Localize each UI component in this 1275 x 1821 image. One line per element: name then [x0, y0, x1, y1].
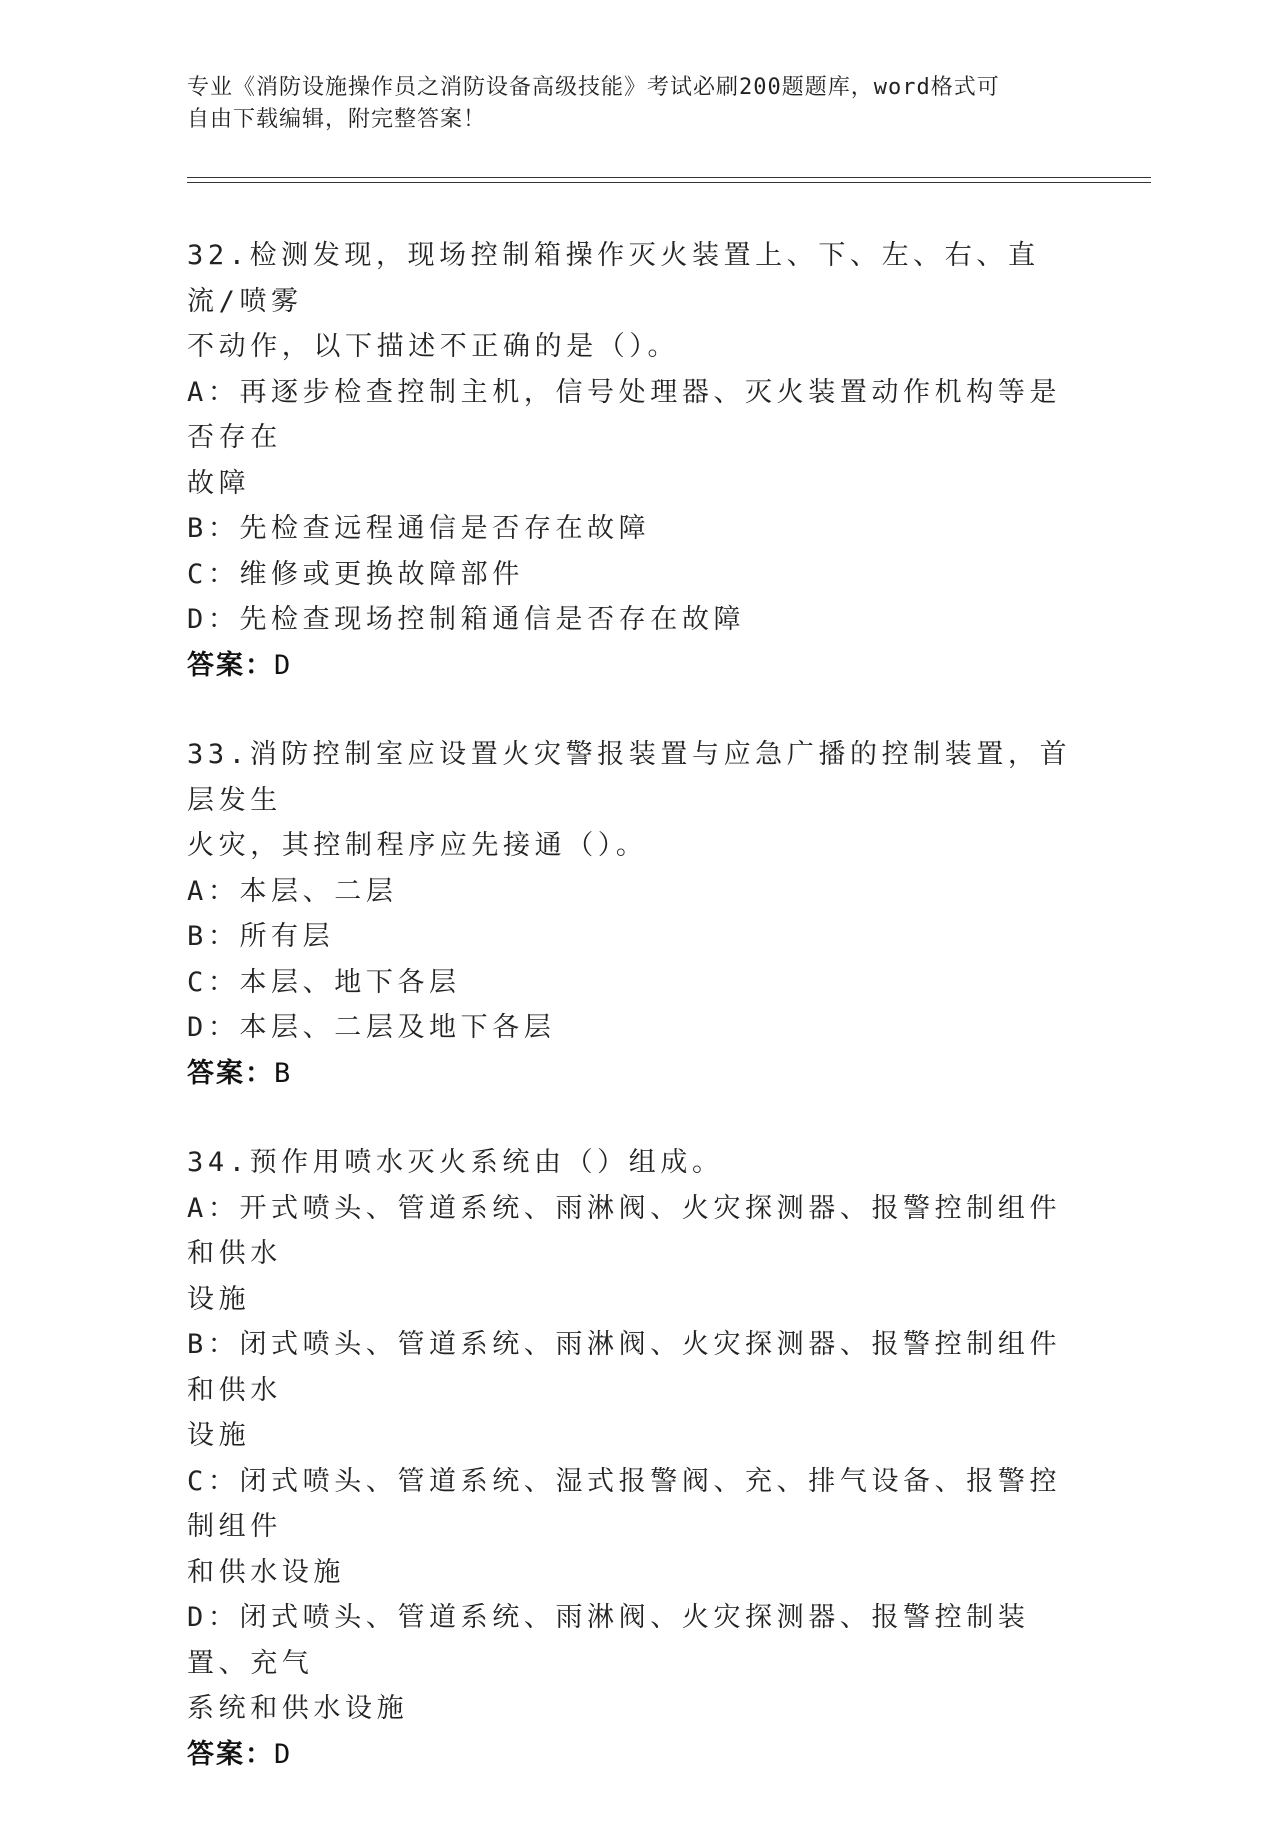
answer-value: B — [274, 1057, 292, 1089]
answer — [187, 643, 1087, 689]
question-stem-line: 不动作，以下描述不正确的是（）。 — [187, 331, 680, 362]
option-c-line: C：闭式喷头、管道系统、湿式报警阀、充、排气设备、报警控制组件 — [187, 1465, 1062, 1542]
answer-value: D — [274, 1738, 292, 1770]
question-stem-line: 火灾，其控制程序应先接通（）。 — [187, 830, 648, 861]
question-stem-line: 34.预作用喷水灭火系统由（）组成。 — [187, 1147, 724, 1178]
answer-label: 答案： — [187, 1057, 274, 1089]
option-a: A：本层、二层 — [187, 875, 398, 907]
header-line-2: 自由下载编辑，附完整答案！ — [187, 107, 487, 132]
question-stem-line: 33.消防控制室应设置火灾警报装置与应急广播的控制装置，首层发生 — [187, 739, 1072, 816]
option-b: B：先检查远程通信是否存在故障 — [187, 513, 651, 544]
answer-label: 答案： — [187, 1738, 274, 1770]
answer-value: D — [274, 649, 292, 681]
header-rule-top — [187, 177, 1151, 178]
answer — [187, 1051, 1087, 1097]
option-d-line: 系统和供水设施 — [187, 1693, 409, 1724]
question-stem-line: 32.检测发现，现场控制箱操作灭火装置上、下、左、右、直流/喷雾 — [187, 240, 1040, 317]
answer — [187, 1732, 1087, 1778]
option-b-line: B：闭式喷头、管道系统、雨淋阀、火灾探测器、报警控制组件和供水 — [187, 1329, 1062, 1406]
option-c: C：本层、地下各层 — [187, 966, 461, 998]
option-b: B：所有层 — [187, 921, 335, 952]
option-d: D：本层、二层及地下各层 — [187, 1012, 556, 1043]
option-a-line: A：再逐步检查控制主机，信号处理器、灭火装置动作机构等是否存在 — [187, 376, 1062, 453]
option-d: D：先检查现场控制箱通信是否存在故障 — [187, 604, 746, 635]
option-a-line: A：开式喷头、管道系统、雨淋阀、火灾探测器、报警控制组件和供水 — [187, 1192, 1062, 1269]
option-a-line: 设施 — [187, 1283, 251, 1315]
header-line-1: 专业《消防设施操作员之消防设备高级技能》考试必刷200题题库，word格式可 — [187, 75, 1000, 100]
question-34 — [187, 1140, 1087, 1777]
question-list — [187, 233, 1087, 1821]
answer-label: 答案： — [187, 649, 274, 681]
option-d-line: D：闭式喷头、管道系统、雨淋阀、火灾探测器、报警控制装置、充气 — [187, 1602, 1030, 1679]
option-c-line: 和供水设施 — [187, 1556, 345, 1588]
header-rule-bottom — [187, 182, 1151, 183]
option-c: C：维修或更换故障部件 — [187, 558, 524, 590]
question-32 — [187, 233, 1087, 688]
document-header — [187, 72, 1087, 136]
question-33 — [187, 732, 1087, 1096]
option-b-line: 设施 — [187, 1420, 251, 1451]
option-a-line: 故障 — [187, 467, 251, 499]
